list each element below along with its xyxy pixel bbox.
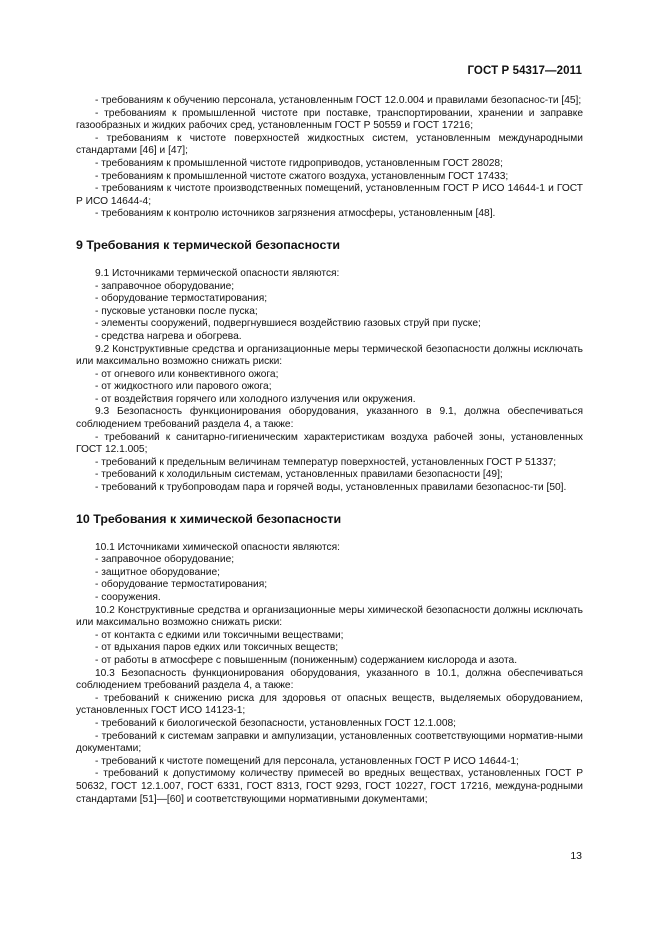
paragraph: 9.1 Источниками термической опасности являются:: [95, 267, 340, 279]
list-item: - заправочное оборудование;: [95, 554, 235, 566]
list-item: - от вдыхания паров едких или токсичных веществ;: [95, 642, 339, 654]
list-item: - заправочное оборудование;: [95, 280, 235, 292]
page-content: [76, 95, 583, 806]
list-item: - от жидкостного или парового ожога;: [95, 381, 272, 393]
paragraph: 10.1 Источниками химической опасности являются:: [95, 541, 340, 553]
list-item: - требованиям к промышленной чистоте сжатого воздуха, установленным ГОСТ 17433;: [95, 170, 509, 182]
list-item: - требований к биологической безопасности, установленных ГОСТ 12.1.008;: [95, 717, 456, 729]
list-item: - требований к холодильным системам, установленных правилами безопасности [49];: [95, 469, 503, 481]
list-item: - требованиям к чистоте поверхностей жидкостных систем, установленным международными стандартами [46] и [47];: [76, 132, 583, 157]
section-9-heading: 9 Требования к термической безопасности: [76, 237, 341, 252]
list-item: - требований к трубопроводам пара и горячей воды, установленных правилами безопаснос-ти [50].: [95, 482, 567, 494]
list-item: - требований к системам заправки и ампулизации, установленных соответствующими норматив-ными документами;: [76, 730, 583, 755]
page-number: 13: [570, 850, 582, 862]
section-10-body: [76, 542, 583, 806]
section-10-heading: 10 Требования к химической безопасности: [76, 511, 342, 526]
paragraph: 10.3 Безопасность функционирования оборудования, указанного в 10.1, должна обеспечиваться соблюдением требований раздела 4, а также:: [76, 667, 583, 692]
paragraph: 9.2 Конструктивные средства и организационные меры термической безопасности должны исключать или максимально возможно снижать риски:: [76, 343, 583, 368]
list-item: - от огневого или конвективного ожога;: [95, 368, 279, 380]
list-item: - защитное оборудование;: [95, 566, 220, 578]
list-item: - требованиям к контролю источников загрязнения атмосферы, установленным [48].: [95, 208, 496, 220]
section-9-body: [76, 268, 583, 495]
paragraph: 9.3 Безопасность функционирования оборудования, указанного в 9.1, должна обеспечиваться соблюдением требований раздела 4, а также:: [76, 406, 583, 431]
list-item: - от работы в атмосфере с повышенным (пониженным) содержанием кислорода и азота.: [95, 654, 518, 666]
list-item: - требований к снижению риска для здоровья от опасных веществ, выделяемых оборудованием, установленных ГОСТ ИСО 14123-1;: [76, 692, 583, 717]
list-item: - требований к санитарно-гигиеническим характеристикам воздуха рабочей зоны, установленных ГОСТ 12.1.005;: [76, 431, 583, 456]
requirements-list-continued: [76, 95, 583, 221]
list-item: - требований к чистоте помещений для персонала, установленных ГОСТ Р ИСО 14644-1;: [95, 755, 519, 767]
list-item: - сооружения.: [95, 592, 161, 603]
list-item: - пусковые установки после пуска;: [95, 305, 258, 317]
list-item: - элементы сооружений, подвергнувшиеся воздействию газовых струй при пуске;: [95, 318, 481, 330]
list-item: - оборудование термостатирования;: [95, 579, 268, 591]
list-item: - требований к допустимому количеству примесей во вредных веществах, установленных ГОСТ Р 50632, ГОСТ 12.1.007, ГОСТ 6331, ГОСТ 8313, ГОСТ 9293, ГОСТ 10227, ГОСТ 17216, междуна-родными стандартами [51]—[60] и соответствующими нормативными документами;: [76, 768, 583, 805]
list-item: - от контакта с едкими или токсичными веществами;: [95, 629, 344, 641]
list-item: - средства нагрева и обогрева.: [95, 330, 242, 342]
list-item: - требованиям к чистоте производственных помещений, установленным ГОСТ Р ИСО 14644-1 и ГОСТ Р ИСО 14644-4;: [76, 183, 583, 207]
document-code: ГОСТ Р 54317—2011: [467, 65, 582, 77]
list-item: - требованиям к промышленной чистоте при поставке, транспортировании, хранении и заправке газообразных и жидких рабочих сред, установленным ГОСТ Р 50559 и ГОСТ 17216;: [76, 107, 583, 132]
list-item: - требованиям к обучению персонала, установленным ГОСТ 12.0.004 и правилами безопаснос-ти [45];: [95, 95, 582, 106]
list-item: - от воздействия горячего или холодного излучения или окружения.: [95, 393, 416, 405]
list-item: - требований к предельным величинам температур поверхностей, установленных ГОСТ Р 51337;: [95, 456, 557, 468]
list-item: - оборудование термостатирования;: [95, 293, 268, 305]
paragraph: 10.2 Конструктивные средства и организационные меры химической безопасности должны исключать или максимально возможно снижать риски:: [76, 604, 583, 629]
list-item: - требованиям к промышленной чистоте гидроприводов, установленным ГОСТ 28028;: [95, 157, 503, 169]
